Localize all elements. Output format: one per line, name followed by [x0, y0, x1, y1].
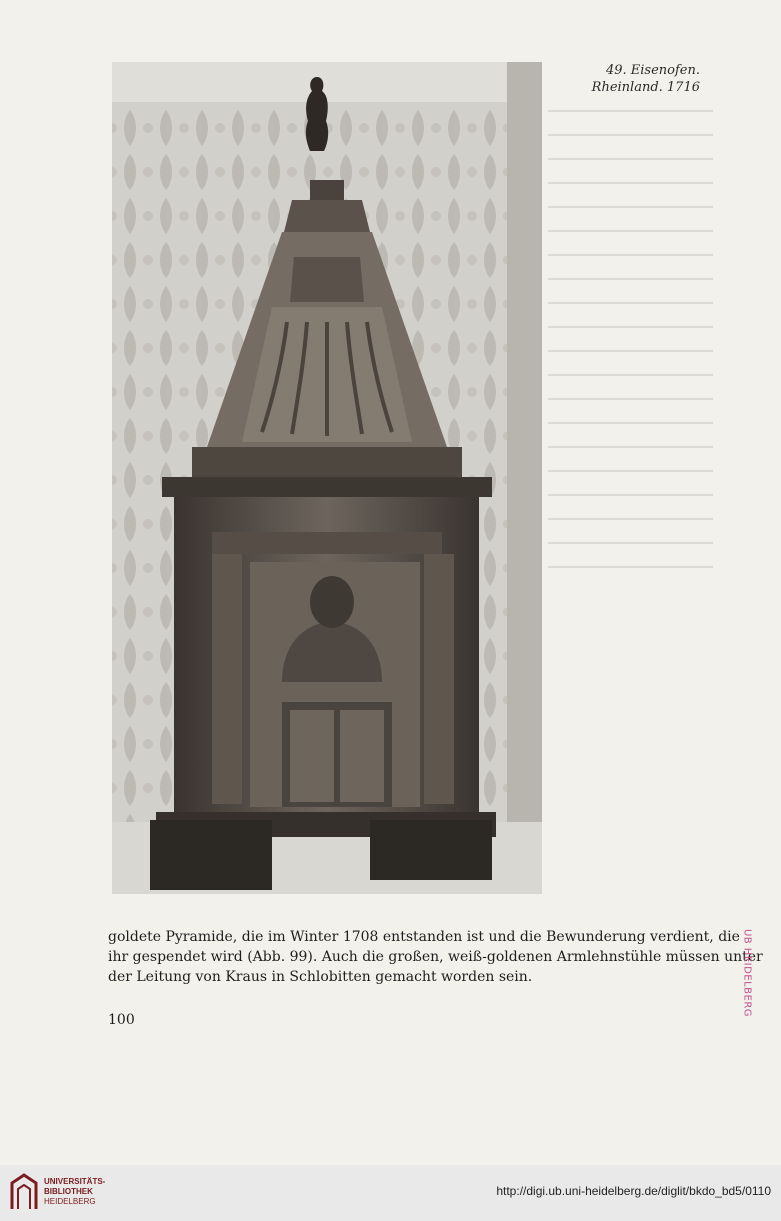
library-name-line-1: UNIVERSITÄTS-: [44, 1177, 106, 1186]
page-number: 100: [108, 1012, 135, 1028]
stove-photograph: [112, 62, 542, 894]
iron-stove-image: [112, 62, 542, 894]
university-library-logo-icon[interactable]: [8, 1173, 40, 1211]
figure-caption: [548, 62, 700, 96]
library-name-line-2: BIBLIOTHEK: [44, 1187, 93, 1196]
stamp-text: UB HEIDELBERG: [741, 928, 753, 1017]
body-line-3: der Leitung von Kraus in Schlobitten gemacht worden sein.: [108, 969, 533, 985]
library-name: [44, 1177, 105, 1207]
body-line-1: goldete Pyramide, die im Winter 1708 entstanden ist und die Bewunderung verdient, die: [108, 929, 740, 945]
caption-line-2: Rheinland. 1716: [591, 80, 700, 95]
body-line-2: ihr gespendet wird (Abb. 99). Auch die großen, weiß-goldenen Armlehnstühle müssen unter: [108, 949, 763, 965]
permalink-url[interactable]: http://digi.ub.uni-heidelberg.de/diglit/bkdo_bd5/0110: [496, 1184, 771, 1198]
viewer-footer: [0, 1165, 781, 1221]
caption-line-1: 49. Eisenofen.: [605, 63, 700, 78]
library-stamp: [732, 925, 762, 1020]
bleed-through-text: [548, 110, 713, 890]
library-name-line-3: HEIDELBERG: [44, 1197, 96, 1206]
